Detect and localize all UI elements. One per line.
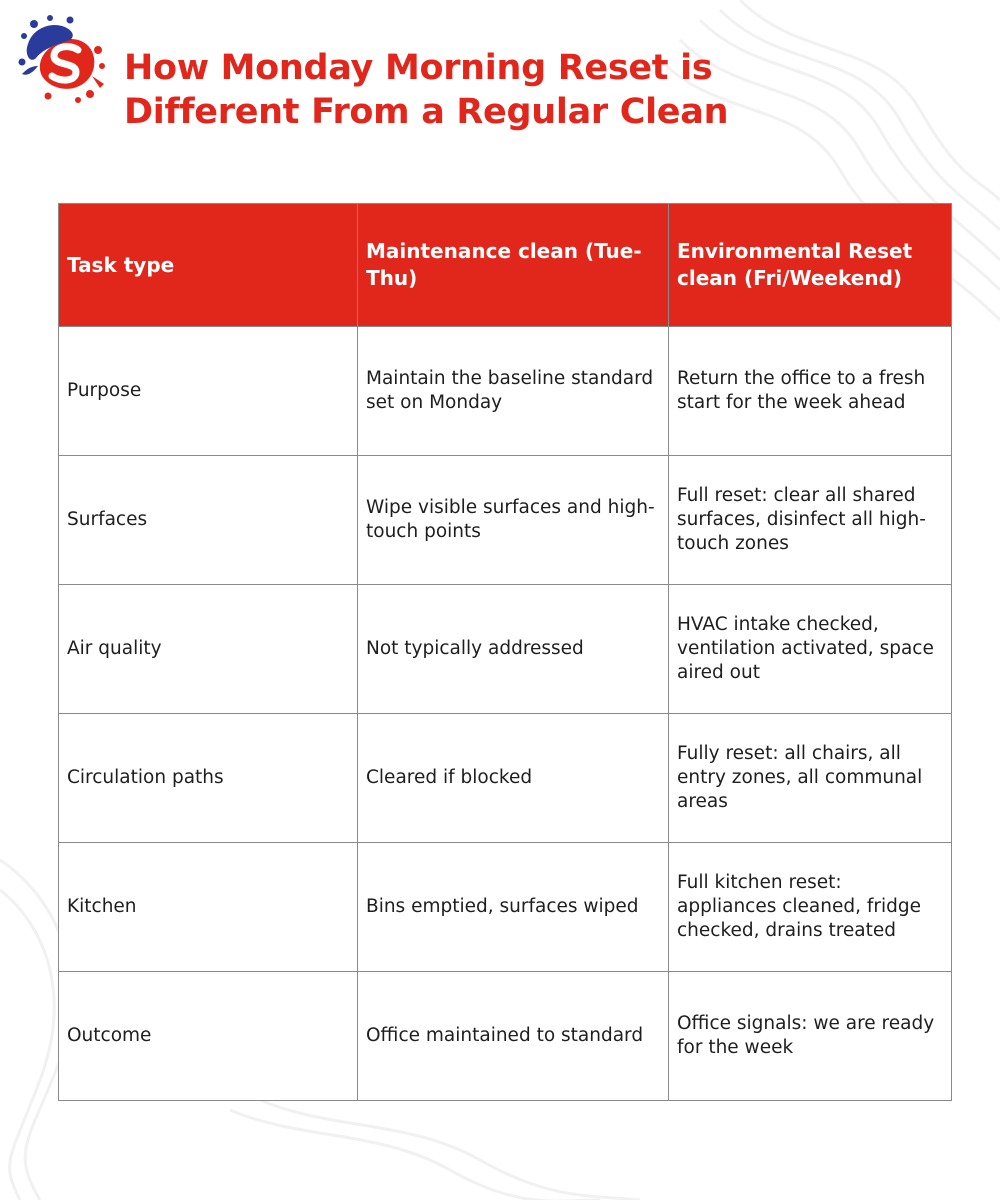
table-row	[59, 585, 952, 714]
page-header	[18, 14, 978, 144]
page-title-line-1: How Monday Morning Reset is	[124, 48, 713, 88]
page-title-line-2: Different From a Regular Clean	[124, 92, 729, 132]
maintenance-cell: Wipe visible surfaces and high-touch points	[358, 456, 669, 585]
maintenance-cell: Cleared if blocked	[358, 714, 669, 843]
task-cell: Air quality	[59, 585, 358, 714]
header-task-type: Task type	[59, 204, 358, 327]
page-title	[124, 46, 728, 134]
task-cell: Surfaces	[59, 456, 358, 585]
maintenance-cell: Maintain the baseline standard set on Monday	[358, 327, 669, 456]
maintenance-cell: Bins emptied, surfaces wiped	[358, 843, 669, 972]
header-reset-clean: Environmental Reset clean (Fri/Weekend)	[669, 204, 952, 327]
header-maintenance-clean: Maintenance clean (Tue-Thu)	[358, 204, 669, 327]
reset-cell: Return the office to a fresh start for the week ahead	[669, 327, 952, 456]
reset-cell: HVAC intake checked, ventilation activated, space aired out	[669, 585, 952, 714]
task-cell: Purpose	[59, 327, 358, 456]
maintenance-cell: Office maintained to standard	[358, 972, 669, 1101]
maintenance-cell: Not typically addressed	[358, 585, 669, 714]
table-row	[59, 456, 952, 585]
comparison-table	[58, 203, 952, 1101]
reset-cell: Office signals: we are ready for the week	[669, 972, 952, 1101]
task-cell: Circulation paths	[59, 714, 358, 843]
table-row	[59, 327, 952, 456]
reset-cell: Full kitchen reset: appliances cleaned, fridge checked, drains treated	[669, 843, 952, 972]
table-header-row	[59, 204, 952, 327]
splash-s-logo-icon	[18, 14, 106, 106]
reset-cell: Full reset: clear all shared surfaces, disinfect all high-touch zones	[669, 456, 952, 585]
table-row	[59, 714, 952, 843]
reset-cell: Fully reset: all chairs, all entry zones, all communal areas	[669, 714, 952, 843]
task-cell: Outcome	[59, 972, 358, 1101]
table-row	[59, 843, 952, 972]
table-row	[59, 972, 952, 1101]
task-cell: Kitchen	[59, 843, 358, 972]
